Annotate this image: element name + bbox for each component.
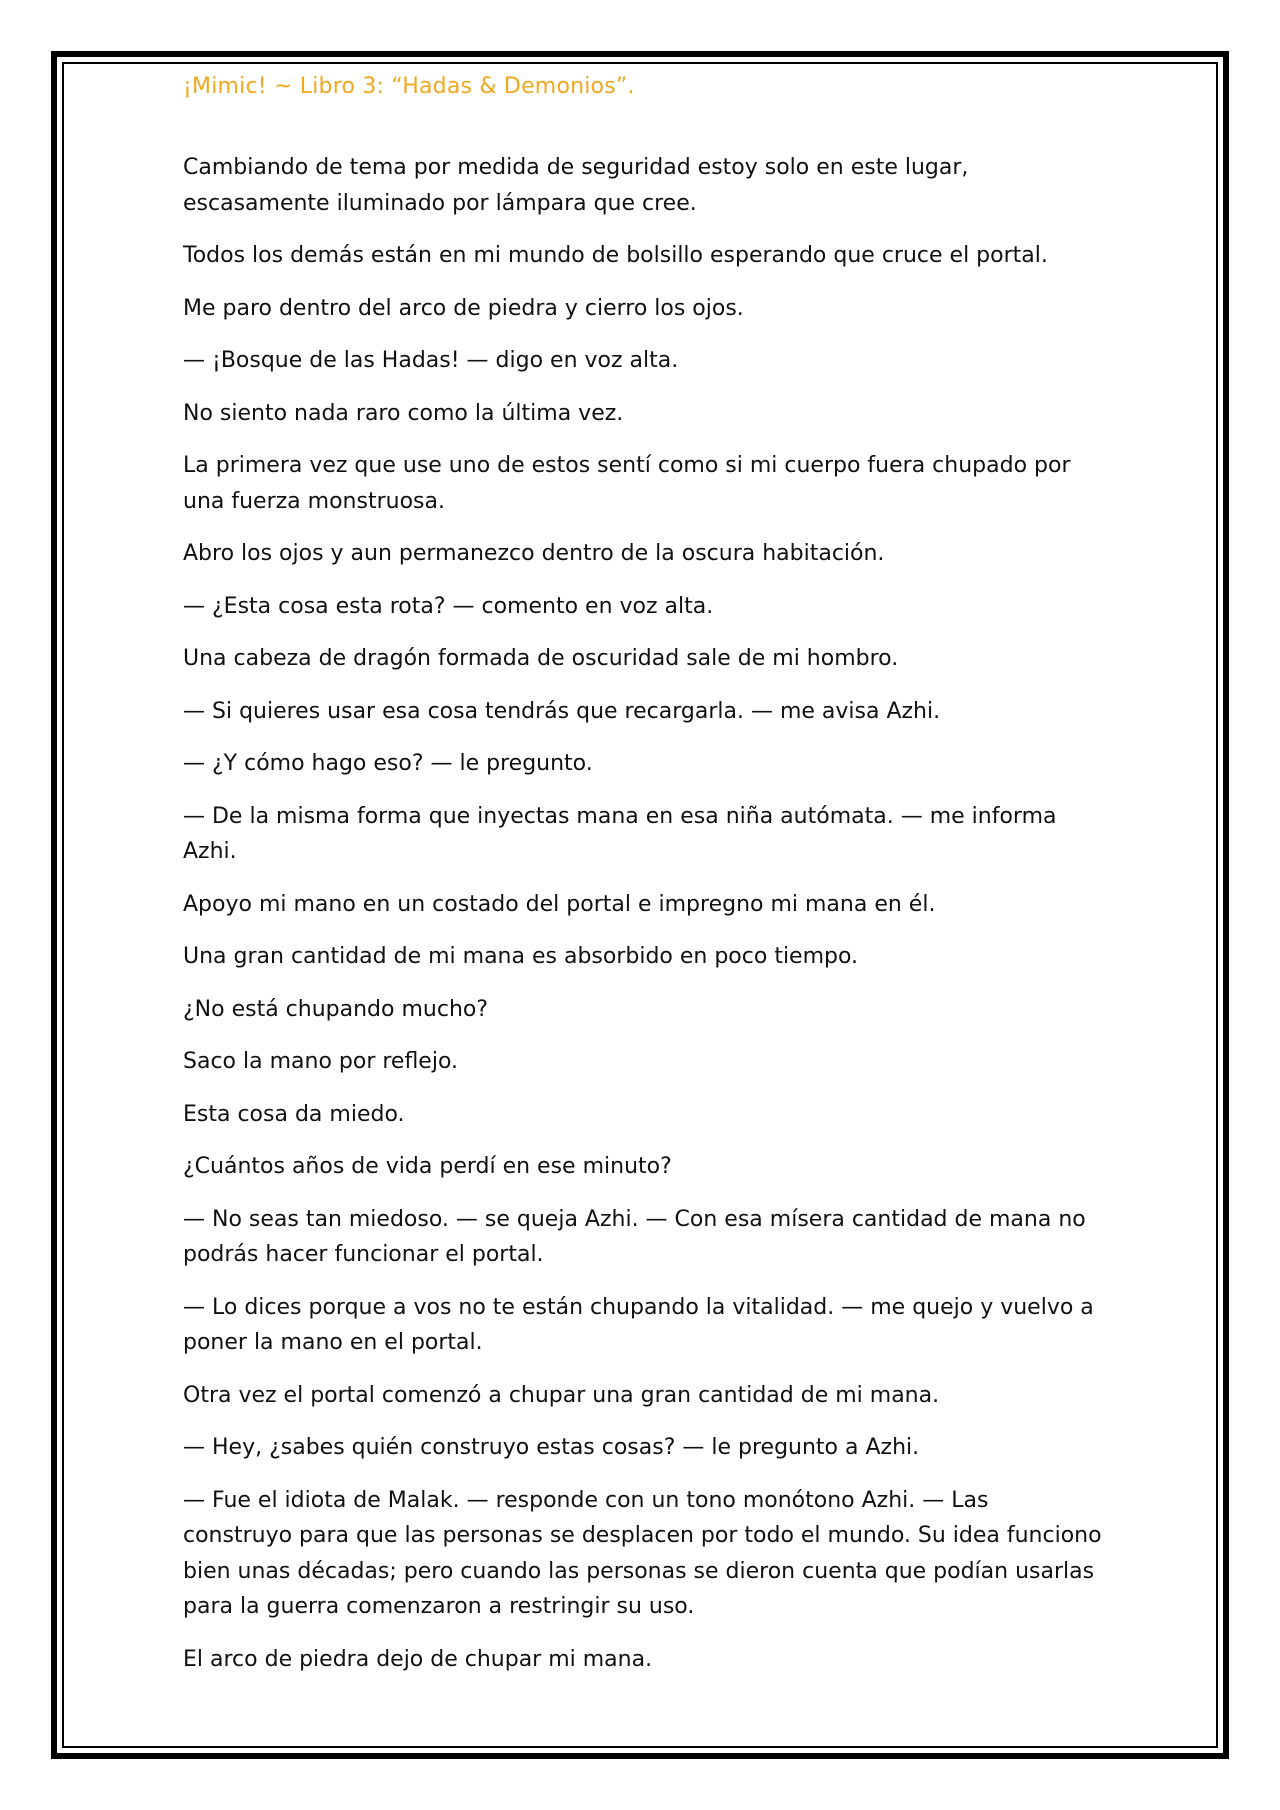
body-text bbox=[183, 150, 1103, 1694]
paragraph: — De la misma forma que inyectas mana en esa niña autómata. — me informa Azhi. bbox=[183, 803, 1057, 864]
paragraph: Saco la mano por reflejo. bbox=[183, 1049, 459, 1074]
paragraph: Una cabeza de dragón formada de oscuridad sale de mi hombro. bbox=[183, 646, 899, 671]
paragraph: Me paro dentro del arco de piedra y cierro los ojos. bbox=[183, 295, 744, 321]
paragraph: No siento nada raro como la última vez. bbox=[183, 400, 624, 426]
paragraph: Abro los ojos y aun permanezco dentro de la oscura habitación. bbox=[183, 541, 885, 566]
paragraph: Una gran cantidad de mi mana es absorbido en poco tiempo. bbox=[183, 944, 859, 969]
paragraph: Cambiando de tema por medida de seguridad estoy solo en este lugar, escasamente iluminado por lámpara que cree. bbox=[183, 155, 969, 216]
paragraph: — ¡Bosque de las Hadas! — digo en voz alta. bbox=[183, 348, 679, 373]
paragraph: — ¿Y cómo hago eso? — le pregunto. bbox=[183, 751, 593, 776]
paragraph: — No seas tan miedoso. — se queja Azhi. — Con esa mísera cantidad de mana no podrás hacer funcionar el portal. bbox=[183, 1206, 1086, 1267]
paragraph: Todos los demás están en mi mundo de bolsillo esperando que cruce el portal. bbox=[183, 243, 1048, 268]
paragraph: La primera vez que use uno de estos sentí como si mi cuerpo fuera chupado por una fuerza monstruosa. bbox=[183, 453, 1071, 514]
paragraph: Otra vez el portal comenzó a chupar una gran cantidad de mi mana. bbox=[183, 1382, 940, 1408]
paragraph: — Hey, ¿sabes quién construyo estas cosas? — le pregunto a Azhi. bbox=[183, 1435, 920, 1460]
paragraph: ¿Cuántos años de vida perdí en ese minuto? bbox=[183, 1154, 672, 1179]
paragraph: — Lo dices porque a vos no te están chupando la vitalidad. — me quejo y vuelvo a poner la mano en el portal. bbox=[183, 1294, 1094, 1355]
paragraph: ¿No está chupando mucho? bbox=[183, 996, 489, 1022]
paragraph: Apoyo mi mano en un costado del portal e impregno mi mana en él. bbox=[183, 891, 936, 917]
paragraph: Esta cosa da miedo. bbox=[183, 1101, 405, 1127]
paragraph: El arco de piedra dejo de chupar mi mana. bbox=[183, 1646, 653, 1672]
paragraph: — ¿Esta cosa esta rota? — comento en voz alta. bbox=[183, 593, 714, 619]
paragraph: — Si quieres usar esa cosa tendrás que recargarla. — me avisa Azhi. bbox=[183, 698, 941, 724]
running-header: ¡Mimic! ~ Libro 3: “Hadas & Demonios”. bbox=[183, 74, 635, 99]
paragraph: — Fue el idiota de Malak. — responde con un tono monótono Azhi. — Las construyo para que las personas se desplacen por todo el mundo. Su idea funciono bien unas décadas; pero cuando las personas se dieron cuenta que podían usarlas para la guerra comenzaron a restringir su uso. bbox=[183, 1487, 1102, 1619]
